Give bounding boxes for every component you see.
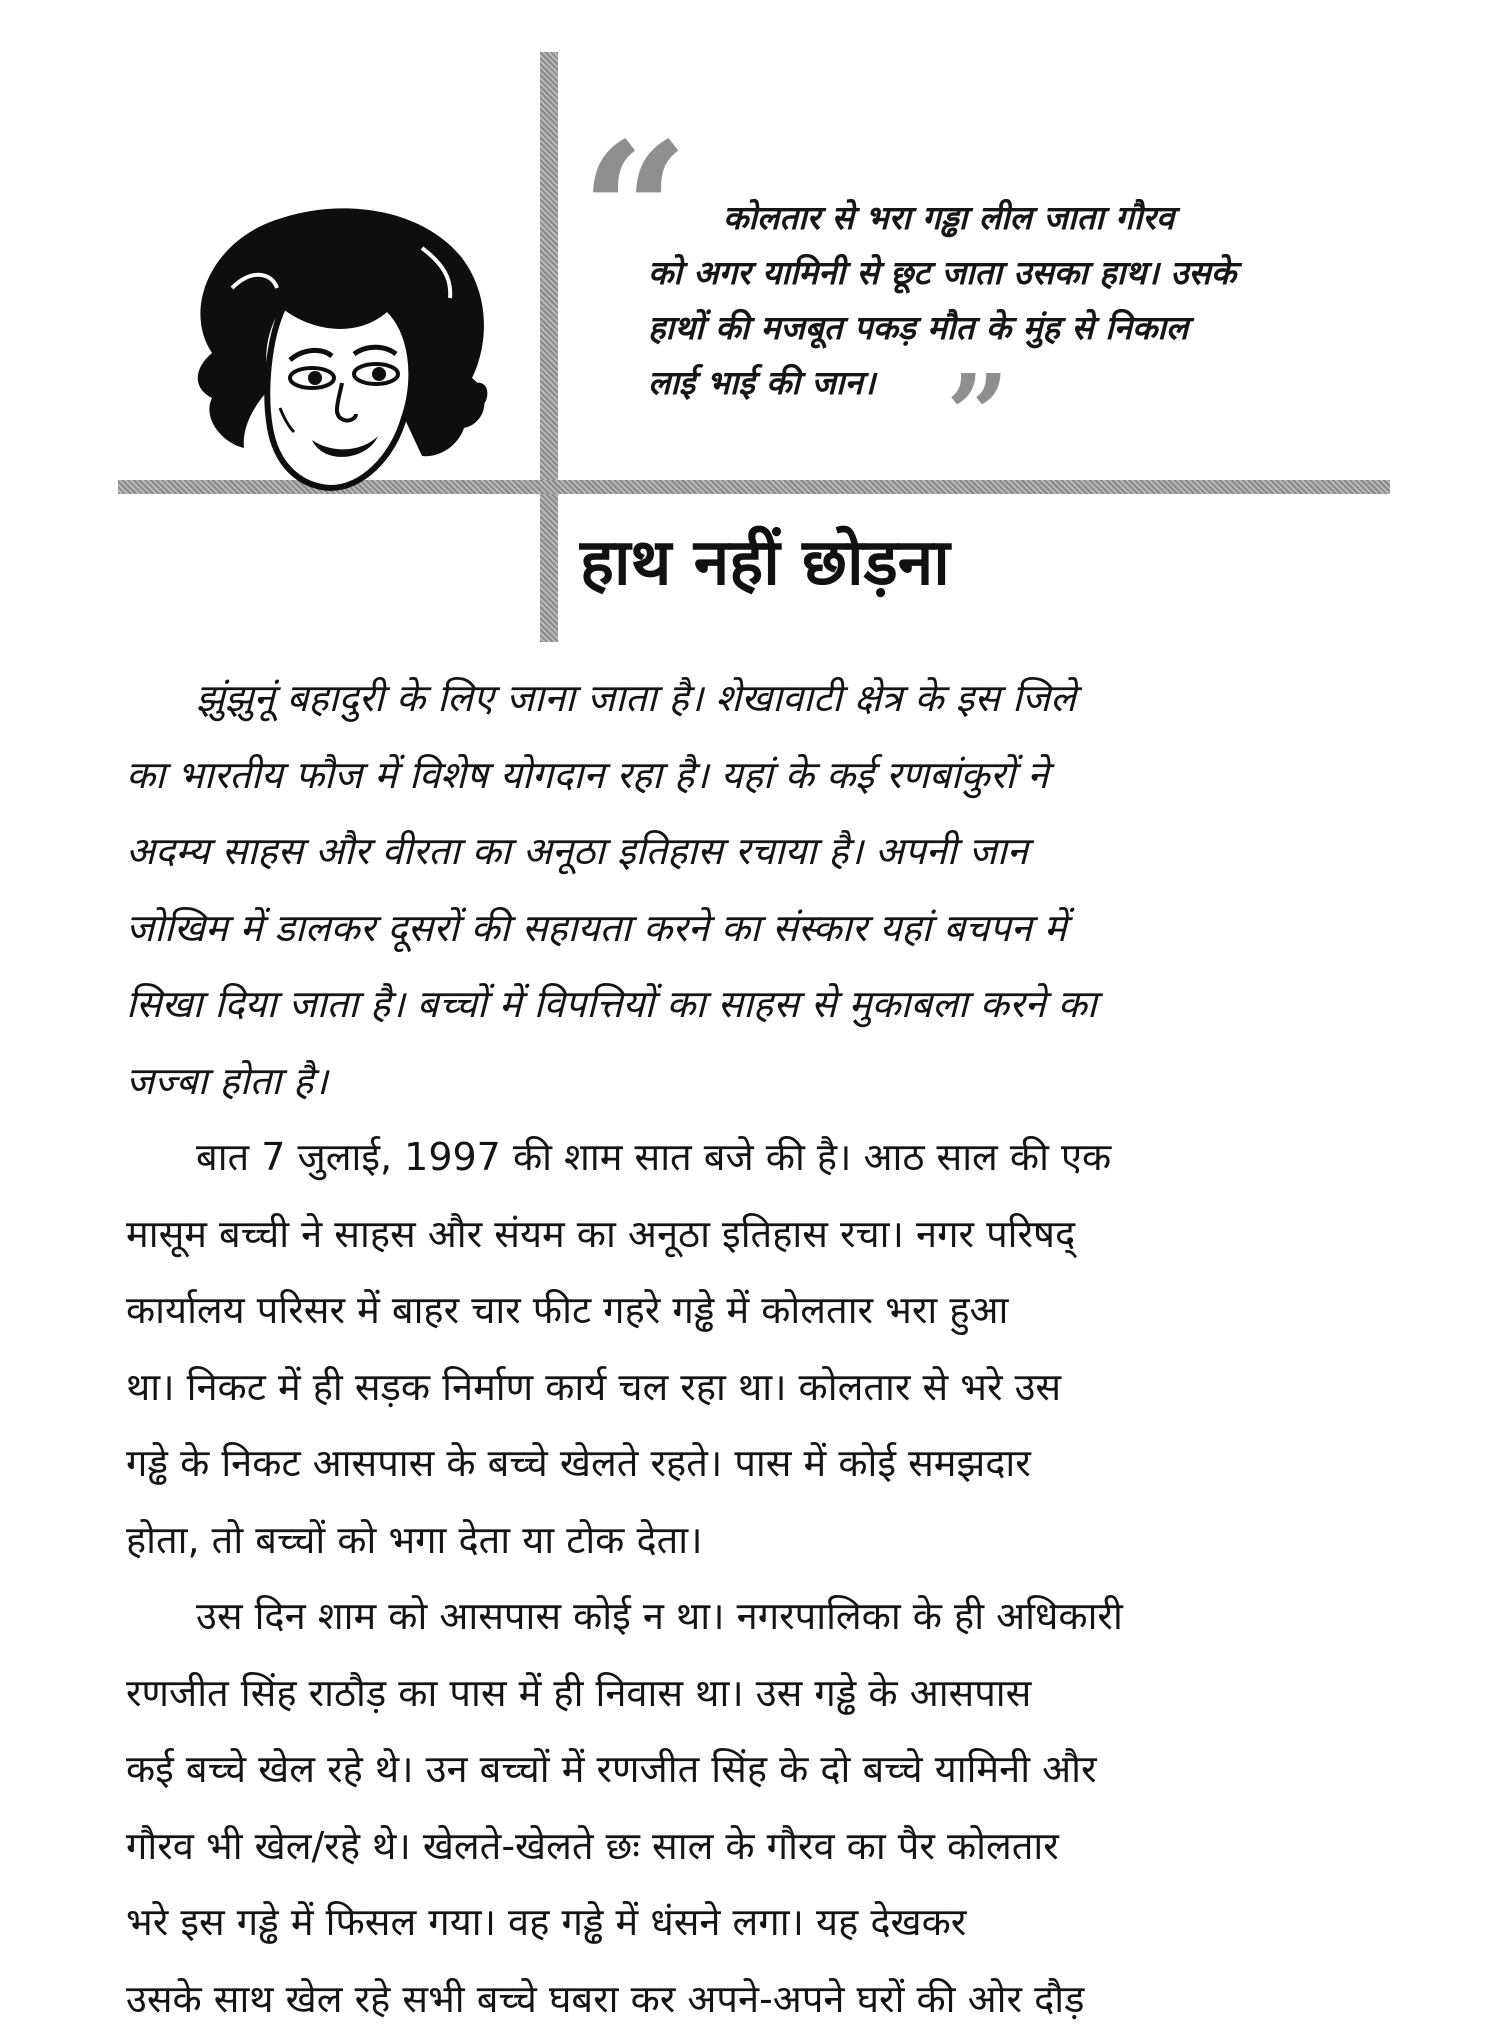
paragraph	[126, 1578, 1390, 2037]
paragraph-line: भरे इस गड्ढे में फिसल गया। वह गड्ढे में धंसने लगा। यह देखकर	[126, 1884, 1390, 1961]
paragraph-line: झुंझुनूं बहादुरी के लिए जाना जाता है। शेखावाटी क्षेत्र के इस जिले	[126, 660, 1390, 737]
paragraph-line: कई बच्चे खेल रहे थे। उन बच्चों में रणजीत सिंह के दो बच्चे यामिनी और	[126, 1731, 1390, 1808]
paragraph-line: का भारतीय फौज में विशेष योगदान रहा है। यहां के कई रणबांकुरों ने	[126, 737, 1390, 814]
article-title: हाथ नहीं छोड़ना	[580, 528, 950, 598]
paragraph	[126, 1119, 1390, 1578]
vertical-rule	[540, 52, 558, 642]
pull-quote-line: को अगर यामिनी से छूट जाता उसका हाथ। उसके	[648, 245, 1348, 300]
paragraph-line: उसके साथ खेल रहे सभी बच्चे घबरा कर अपने-अपने घरों की ओर दौड़	[126, 1961, 1390, 2037]
paragraph-line: गौरव भी खेल/रहे थे। खेलते-खेलते छः साल के गौरव का पैर कोलतार	[126, 1808, 1390, 1885]
pull-quote	[648, 190, 1348, 410]
girl-face-illustration	[172, 178, 502, 508]
close-quote-mark: ”	[946, 360, 1001, 470]
paragraph-line: गड्ढे के निकट आसपास के बच्चे खेलते रहते। पास में कोई समझदार	[126, 1425, 1390, 1502]
paragraph-line: जज्बा होता है।	[126, 1043, 1390, 1120]
paragraph-line: कार्यालय परिसर में बाहर चार फीट गहरे गड्ढे में कोलतार भरा हुआ	[126, 1272, 1390, 1349]
article-body	[126, 660, 1390, 2037]
open-quote-mark: “	[580, 118, 675, 308]
pull-quote-line: हाथों की मजबूत पकड़ मौत के मुंह से निकाल	[648, 300, 1348, 355]
paragraph	[126, 660, 1390, 1119]
paragraph-line: बात 7 जुलाई, 1997 की शाम सात बजे की है। आठ साल की एक	[126, 1119, 1390, 1196]
paragraph-line: जोखिम में डालकर दूसरों की सहायता करने का संस्कार यहां बचपन में	[126, 890, 1390, 967]
paragraph-line: रणजीत सिंह राठौड़ का पास में ही निवास था। उस गड्ढे के आसपास	[126, 1655, 1390, 1732]
paragraph-line: होता, तो बच्चों को भगा देता या टोक देता।	[126, 1502, 1390, 1579]
paragraph-line: उस दिन शाम को आसपास कोई न था। नगरपालिका के ही अधिकारी	[126, 1578, 1390, 1655]
pull-quote-line: लाई भाई की जान।	[648, 355, 1348, 410]
pull-quote-line: कोलतार से भरा गड्ढा लील जाता गौरव	[648, 190, 1348, 245]
paragraph-line: अदम्य साहस और वीरता का अनूठा इतिहास रचाया है। अपनी जान	[126, 813, 1390, 890]
paragraph-line: मासूम बच्ची ने साहस और संयम का अनूठा इतिहास रचा। नगर परिषद्	[126, 1196, 1390, 1273]
paragraph-line: सिखा दिया जाता है। बच्चों में विपत्तियों का साहस से मुकाबला करने का	[126, 966, 1390, 1043]
paragraph-line: था। निकट में ही सड़क निर्माण कार्य चल रहा था। कोलतार से भरे उस	[126, 1349, 1390, 1426]
